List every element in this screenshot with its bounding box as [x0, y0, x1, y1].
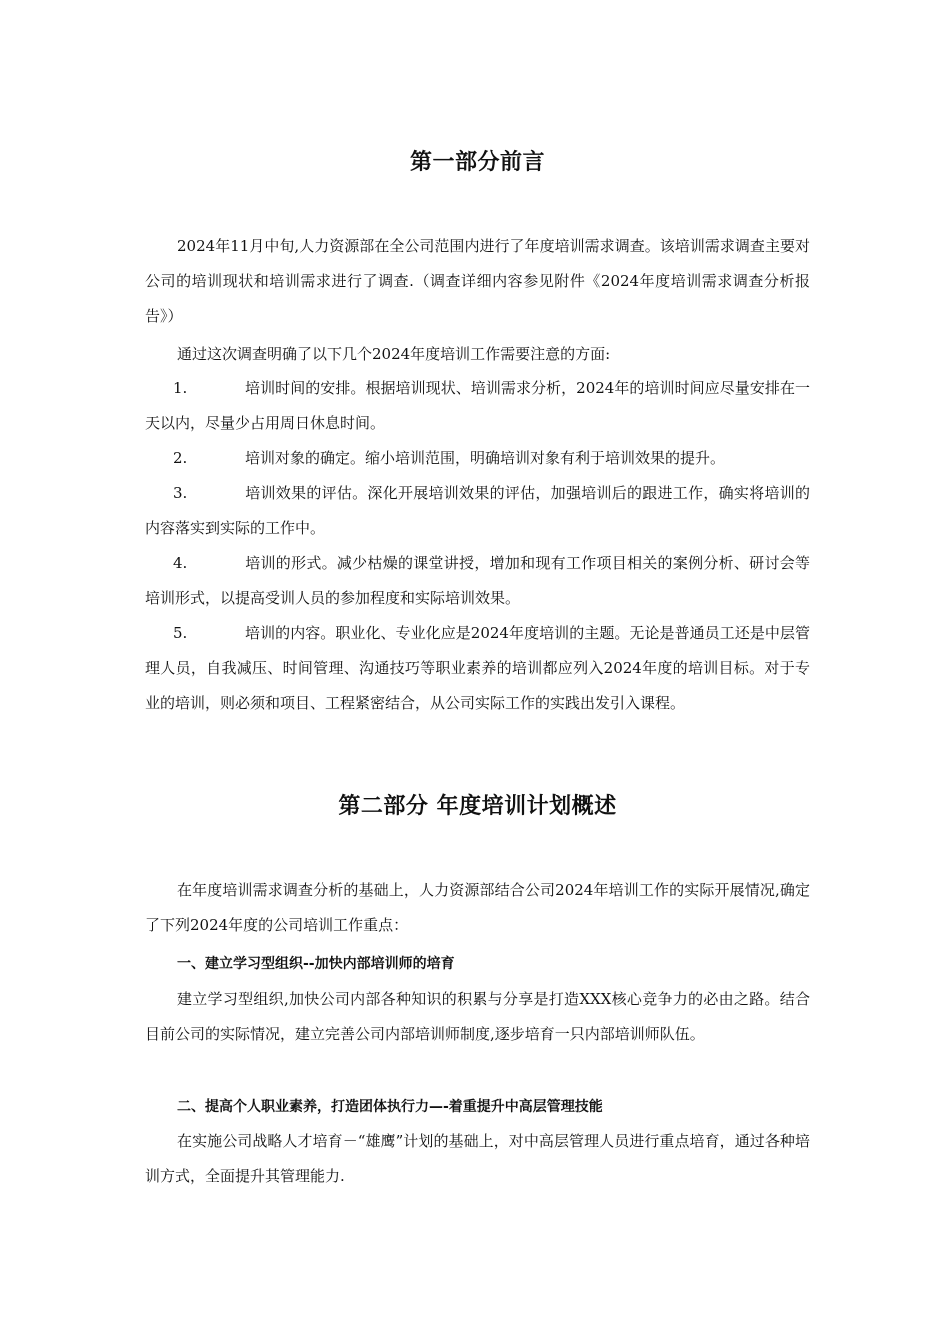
- part2-title: 第二部分 年度培训计划概述: [338, 794, 617, 819]
- list-item: [145, 546, 810, 616]
- section-one-heading: 一、建立学习型组织--加快内部培训师的培育: [177, 956, 455, 972]
- list-item-text: 培训效果的评估。深化开展培训效果的评估，加强培训后的跟进工作，确实将培训的内容落实到实际的工作中。: [145, 484, 810, 537]
- part2-intro-paragraph: 在年度培训需求调查分析的基础上，人力资源部结合公司2024年培训工作的实际开展情况,确定了下列2024年度的公司培训工作重点：: [145, 881, 810, 934]
- list-item-text: 培训的形式。减少枯燥的课堂讲授，增加和现有工作项目相关的案例分析、研讨会等培训形式，以提高受训人员的参加程度和实际培训效果。: [145, 554, 810, 607]
- list-item-number: 5.: [173, 624, 188, 642]
- list-item: [145, 616, 810, 721]
- list-item: [145, 371, 810, 441]
- list-item-text: 培训的内容。职业化、专业化应是2024年度培训的主题。无论是普通员工还是中层管理人员，自我减压、时间管理、沟通技巧等职业素养的培训都应列入2024年度的培训目标。对于专业的培训，则必须和项目、工程紧密结合，从公司实际工作的实践出发引入课程。: [145, 624, 810, 712]
- part1-lead-paragraph: 通过这次调查明确了以下几个2024年度培训工作需要注意的方面:: [177, 345, 611, 363]
- section-two-body: 在实施公司战略人才培育－“雄鹰”计划的基础上，对中高层管理人员进行重点培育，通过各种培训方式，全面提升其管理能力.: [145, 1132, 810, 1185]
- section-two-heading: 二、提高个人职业素养，打造团体执行力—-着重提升中高层管理技能: [177, 1099, 603, 1115]
- considerations-list: [145, 371, 810, 721]
- list-item: [145, 441, 810, 476]
- part1-intro-paragraph: 2024年11月中旬,人力资源部在全公司范围内进行了年度培训需求调查。该培训需求调查主要对公司的培训现状和培训需求进行了调查.（调查详细内容参见附件《2024年度培训需求调查分析报告》）: [145, 237, 810, 325]
- part1-title: 第一部分前言: [409, 150, 545, 175]
- list-item-text: 培训时间的安排。根据培训现状、培训需求分析，2024年的培训时间应尽量安排在一天以内，尽量少占用周日休息时间。: [145, 379, 810, 432]
- list-item-number: 1.: [173, 379, 188, 397]
- list-item: [145, 476, 810, 546]
- list-item-text: 培训对象的确定。缩小培训范围，明确培训对象有利于培训效果的提升。: [245, 449, 726, 467]
- list-item-number: 2.: [173, 449, 188, 467]
- section-one-body: 建立学习型组织,加快公司内部各种知识的积累与分享是打造XXX核心竞争力的必由之路。结合目前公司的实际情况，建立完善公司内部培训师制度,逐步培育一只内部培训师队伍。: [145, 990, 810, 1043]
- list-item-number: 3.: [173, 484, 188, 502]
- list-item-number: 4.: [173, 554, 188, 572]
